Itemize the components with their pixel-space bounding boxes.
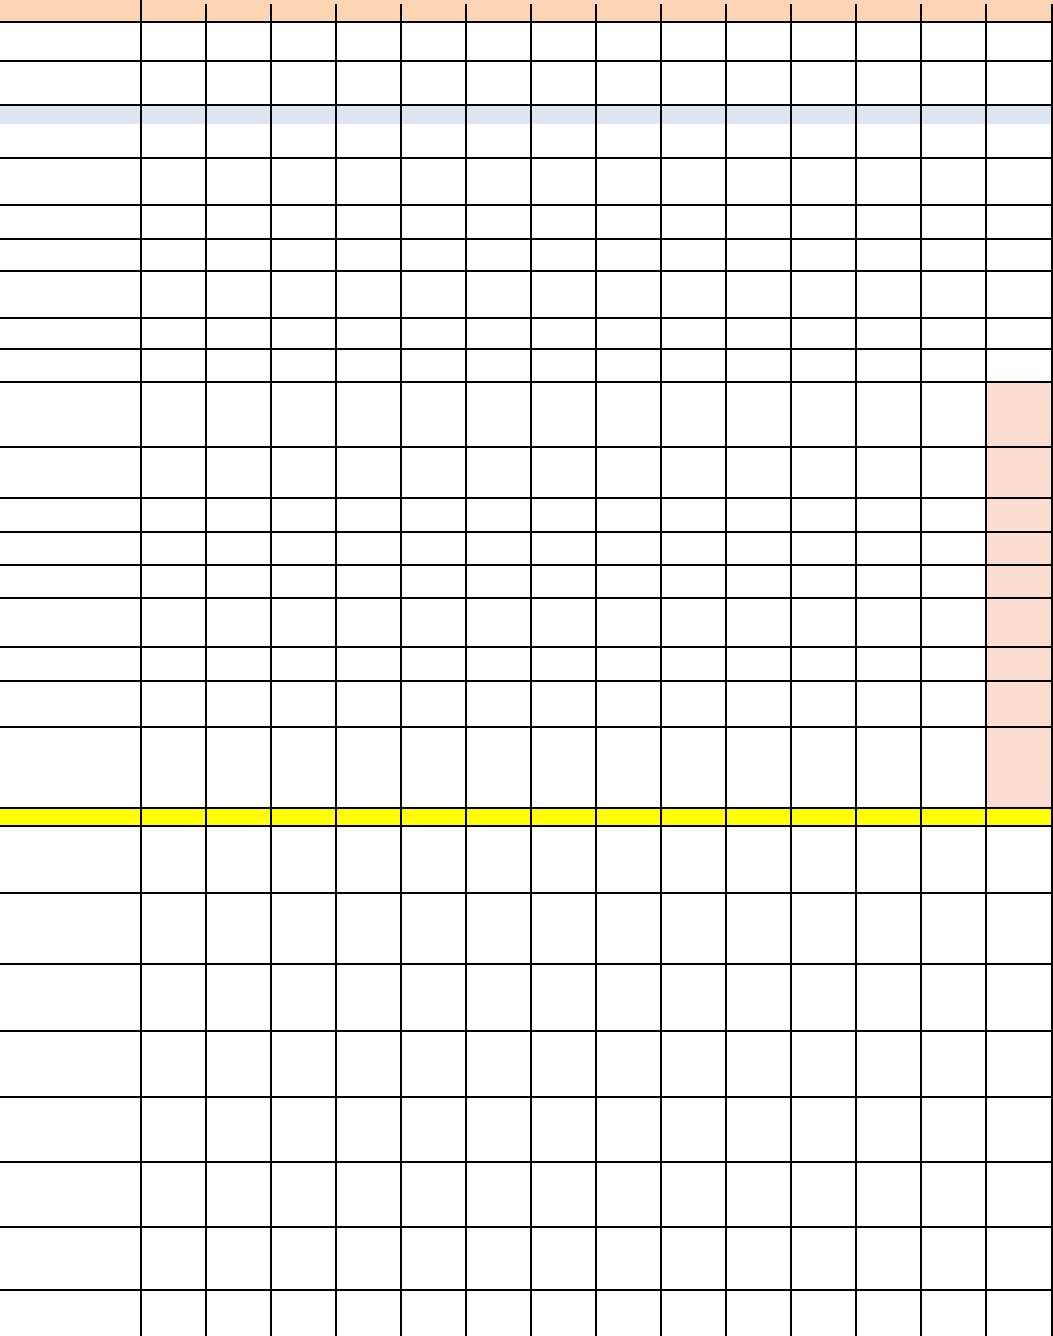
result-cell: [988, 448, 1052, 497]
fcoli-header: [661, 22, 726, 61]
location-cell: [2, 648, 139, 680]
row-divider: [0, 1289, 1053, 1291]
row-divider: [0, 1161, 1053, 1163]
result-cell: [728, 1163, 790, 1226]
location-cell: [2, 599, 139, 646]
result-cell: [533, 1163, 595, 1226]
result-cell: [338, 827, 400, 892]
result-cell: [793, 206, 855, 238]
result-cell: [598, 1163, 660, 1226]
ecoli-unit: [466, 61, 531, 105]
fcoli-unit: [921, 61, 986, 105]
row-divider: [0, 104, 1053, 106]
result-cell: [403, 728, 465, 807]
result-cell: [793, 682, 855, 726]
result-cell: [663, 1098, 725, 1161]
result-cell: [468, 728, 530, 807]
location-cell: [2, 448, 139, 497]
row-divider: [0, 646, 1053, 648]
fcoli-unit: [401, 61, 466, 105]
result-cell: [403, 206, 465, 238]
result-cell: [663, 1163, 725, 1226]
location-cell: [2, 272, 139, 317]
result-cell: [338, 1098, 400, 1161]
result-cell: [338, 728, 400, 807]
result-cell: [728, 728, 790, 807]
result-cell: [468, 383, 530, 446]
row-divider: [0, 564, 1053, 566]
result-cell: [468, 599, 530, 646]
row-divider: [0, 531, 1053, 533]
ecoli-unit: [596, 61, 661, 105]
result-cell: [403, 383, 465, 446]
location-cell: [2, 1291, 139, 1335]
ecoli-unit: [856, 61, 921, 105]
location-cell: [2, 728, 139, 807]
result-cell: [988, 728, 1052, 807]
result-cell: [338, 1032, 400, 1096]
result-cell: [793, 159, 855, 204]
result-cell: [533, 1032, 595, 1096]
ecoli-header: [206, 22, 271, 61]
result-cell: [208, 648, 270, 680]
title-cell: [0, 4, 141, 22]
result-cell: [988, 599, 1052, 646]
result-cell: [208, 350, 270, 381]
date-header: [921, 4, 1053, 22]
location-cell: [2, 499, 139, 531]
fcoli-header: [141, 22, 206, 61]
result-cell: [403, 827, 465, 892]
ecoli-header: [336, 22, 401, 61]
fcoli-unit: [531, 61, 596, 105]
result-cell: [403, 894, 465, 963]
row-divider: [0, 825, 1053, 827]
ecoli-header: [856, 22, 921, 61]
location-cell: [2, 159, 139, 204]
georgia-band: [0, 105, 1053, 124]
row-divider: [0, 726, 1053, 728]
fcoli-header: [401, 22, 466, 61]
fcoli-unit: [791, 61, 856, 105]
location-cell: [2, 350, 139, 381]
result-cell: [273, 728, 335, 807]
result-cell: [858, 648, 920, 680]
result-cell: [143, 206, 205, 238]
result-cell: [273, 827, 335, 892]
row-divider: [0, 1096, 1053, 1098]
result-cell: [143, 383, 205, 446]
result-cell: [988, 682, 1052, 726]
row-divider: [0, 963, 1053, 965]
location-cell: [2, 533, 139, 564]
location-cell: [2, 1032, 139, 1096]
result-cell: [793, 383, 855, 446]
ecoli-header: [466, 22, 531, 61]
row-divider: [0, 381, 1053, 383]
row-divider: [0, 348, 1053, 350]
result-cell: [208, 383, 270, 446]
georgia-section-label: [0, 105, 141, 124]
row-divider: [0, 807, 1053, 809]
row-divider: [0, 21, 1053, 23]
ecoli-unit: [336, 61, 401, 105]
result-cell: [728, 648, 790, 680]
row-divider: [0, 446, 1053, 448]
ecoli-unit: [986, 61, 1053, 105]
result-cell: [793, 648, 855, 680]
florida-section-label: [0, 808, 141, 826]
result-cell: [403, 648, 465, 680]
location-cell: [2, 682, 139, 726]
result-cell: [208, 448, 270, 497]
row-divider: [0, 60, 1053, 62]
result-cell: [208, 599, 270, 646]
result-cell: [598, 319, 660, 348]
result-cell: [338, 894, 400, 963]
row-divider: [0, 238, 1053, 240]
result-cell: [403, 159, 465, 204]
fcoli-unit: [661, 61, 726, 105]
result-cell: [273, 894, 335, 963]
ecoli-header: [596, 22, 661, 61]
row-divider: [0, 497, 1053, 499]
result-cell: [403, 682, 465, 726]
location-cell: [2, 566, 139, 597]
fcoli-header: [271, 22, 336, 61]
location-cell: [2, 206, 139, 238]
result-cell: [858, 682, 920, 726]
result-cell: [143, 728, 205, 807]
row-divider: [0, 1030, 1053, 1032]
location-cell: [2, 827, 139, 892]
location-cell: [2, 894, 139, 963]
result-cell: [533, 1098, 595, 1161]
row-divider: [0, 1226, 1053, 1228]
result-cell: [988, 383, 1052, 446]
result-cell: [663, 1032, 725, 1096]
location-cell: [2, 240, 139, 270]
result-cell: [143, 648, 205, 680]
result-cell: [208, 272, 270, 317]
row-divider: [0, 680, 1053, 682]
result-cell: [208, 682, 270, 726]
result-cell: [208, 240, 270, 270]
row-divider: [0, 597, 1053, 599]
result-cell: [858, 206, 920, 238]
result-cell: [208, 125, 270, 157]
ecoli-header: [726, 22, 791, 61]
result-cell: [468, 894, 530, 963]
result-cell: [858, 159, 920, 204]
result-cell: [208, 159, 270, 204]
fcoli-header: [791, 22, 856, 61]
result-cell: [468, 827, 530, 892]
result-cell: [858, 728, 920, 807]
location-cell: [2, 1163, 139, 1226]
result-cell: [858, 383, 920, 446]
result-cell: [468, 159, 530, 204]
result-cell: [208, 206, 270, 238]
result-cell: [858, 599, 920, 646]
fcoli-unit: [141, 61, 206, 105]
location-cell: [2, 1098, 139, 1161]
result-cell: [598, 1032, 660, 1096]
location-cell: [2, 319, 139, 348]
result-cell: [143, 682, 205, 726]
url-cell: [0, 61, 141, 105]
location-cell: [2, 965, 139, 1030]
result-cell: [728, 1098, 790, 1161]
row-divider: [0, 204, 1053, 206]
location-cell: [2, 383, 139, 446]
row-divider: [0, 157, 1053, 159]
ecoli-header: [986, 22, 1053, 61]
row-divider: [0, 892, 1053, 894]
by-cell: [0, 22, 141, 61]
result-cell: [468, 206, 530, 238]
result-cell: [728, 1032, 790, 1096]
ecoli-unit: [206, 61, 271, 105]
result-cell: [988, 648, 1052, 680]
row-divider: [0, 270, 1053, 272]
result-cell: [208, 728, 270, 807]
result-cell: [468, 682, 530, 726]
ecoli-unit: [726, 61, 791, 105]
location-cell: [2, 1228, 139, 1289]
location-cell: [2, 125, 139, 157]
fcoli-header: [921, 22, 986, 61]
result-cell: [143, 159, 205, 204]
result-cell: [793, 728, 855, 807]
florida-band: [0, 808, 1053, 826]
column-divider: [140, 0, 142, 1336]
fcoli-header: [531, 22, 596, 61]
row-divider: [0, 317, 1053, 319]
result-cell: [598, 1098, 660, 1161]
result-cell: [468, 648, 530, 680]
fcoli-unit: [271, 61, 336, 105]
